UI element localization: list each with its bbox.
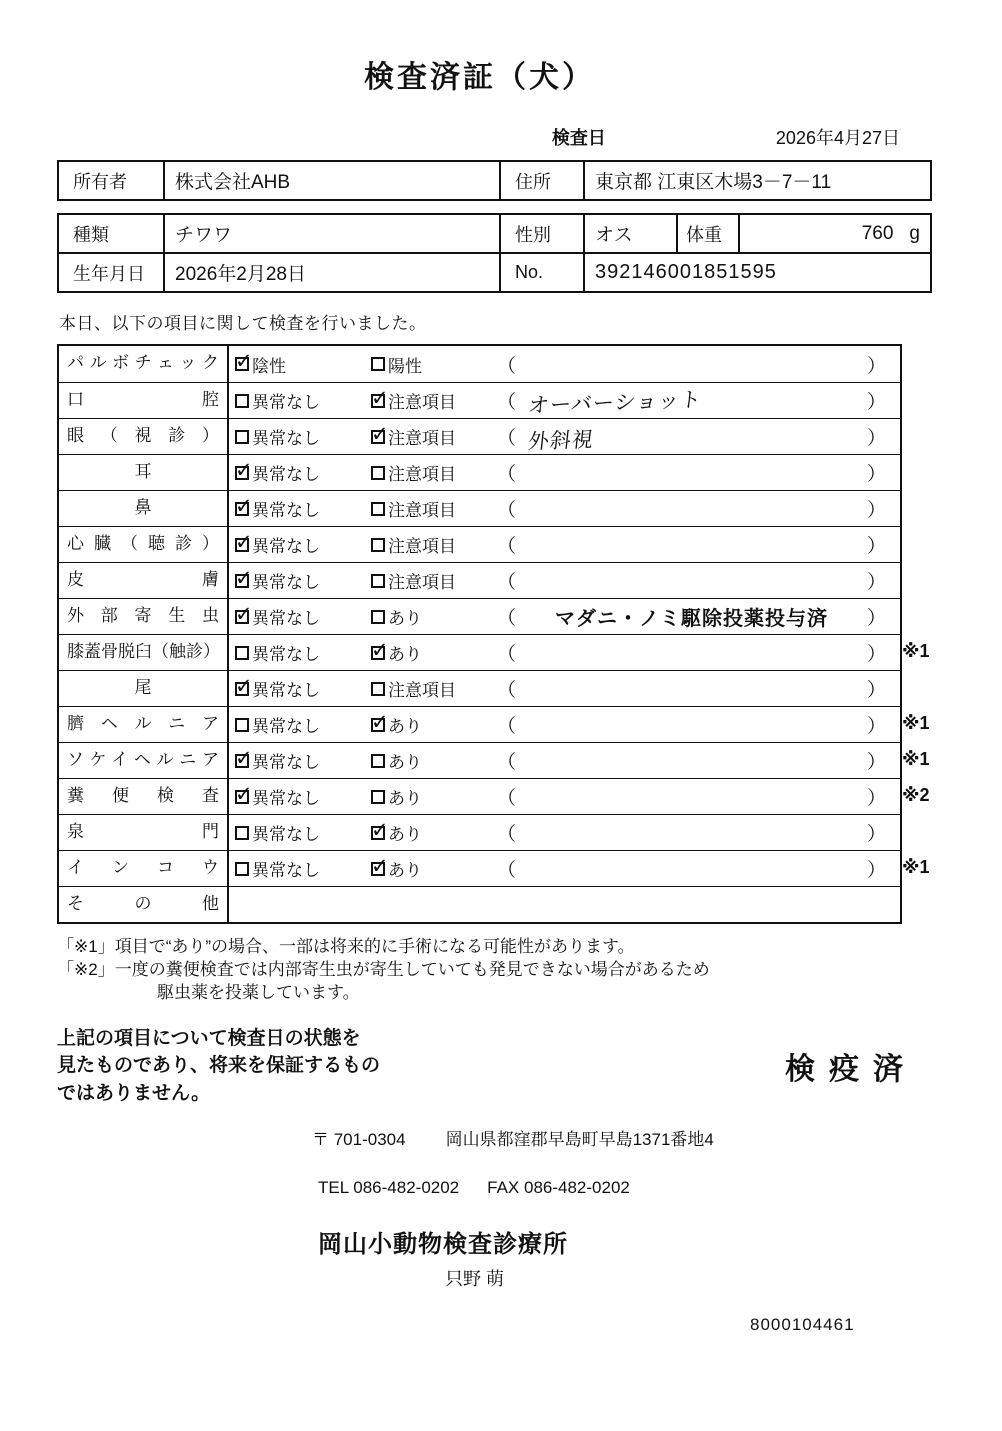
disclaimer-line: ではありません。 [57, 1082, 211, 1104]
item-name: 糞便検査 [59, 779, 229, 814]
option-label: 注意項目 [388, 429, 456, 448]
disclaimer-row [57, 1025, 957, 1108]
checkbox-icon [235, 574, 249, 588]
paren-open: （ [497, 860, 517, 881]
table-row [59, 850, 930, 886]
option-negative [235, 352, 286, 377]
birthdate-label: 生年月日 [73, 263, 145, 284]
footnote-2-line2: 駆虫薬を投薬しています。 [157, 982, 360, 1002]
table-row [59, 598, 900, 634]
option-label: 異常なし [252, 609, 320, 628]
checkbox-icon [371, 394, 385, 408]
table-row [59, 382, 900, 418]
paren-close: ） [866, 752, 886, 773]
option-label: 異常なし [252, 537, 320, 556]
option-label: 異常なし [252, 825, 320, 844]
paren-close: ） [866, 860, 886, 881]
checkbox-icon [371, 466, 385, 480]
option-label: 注意項目 [388, 393, 456, 412]
paren-close: ） [866, 355, 886, 377]
clinic-fax: FAX 086-482-0202 [487, 1178, 630, 1198]
paren-open: （ [497, 752, 517, 773]
paren-open: （ [497, 355, 517, 377]
clinic-phone-line [318, 1178, 1002, 1198]
option-label: 異常なし [252, 789, 320, 808]
footnote-mark: ※1 [902, 641, 930, 661]
checkbox-icon [371, 682, 385, 696]
item-name: 臍ヘルニア [59, 707, 229, 742]
clinic-address-line [312, 1125, 1002, 1150]
checkbox-icon [235, 394, 249, 408]
item-name: インコウ [59, 851, 229, 886]
inspection-date-value: 2026年4月27日 [775, 128, 900, 148]
table-row [59, 346, 900, 382]
checkbox-icon [235, 862, 249, 876]
option-label: 異常なし [252, 465, 320, 484]
paren-open: （ [497, 464, 517, 485]
option-normal [235, 712, 320, 737]
option-caution [371, 532, 456, 557]
paren-open: （ [497, 536, 517, 557]
checkbox-icon [235, 430, 249, 444]
option-positive [371, 352, 422, 377]
table-row [59, 742, 930, 778]
footnote-mark: ※1 [902, 749, 930, 769]
paren-open: （ [497, 500, 517, 521]
table-row [59, 634, 930, 670]
checkbox-icon [371, 826, 385, 840]
item-name: 膝蓋骨脱臼（触診） [59, 635, 229, 670]
option-label: 異常なし [252, 861, 320, 880]
item-name: 外部寄生虫 [59, 599, 229, 634]
option-normal [235, 532, 320, 557]
address-label: 住所 [499, 162, 583, 199]
quarantine-stamp: 検疫済 [785, 1053, 917, 1087]
breed-label: 種類 [73, 224, 109, 245]
item-name: 鼻 [59, 491, 229, 526]
option-label: あり [388, 753, 422, 772]
table-row [59, 526, 900, 562]
sex-label: 性別 [499, 215, 583, 252]
option-normal [235, 820, 320, 845]
footnotes [57, 936, 937, 1005]
footnote-1: 「※1」項目で“あり”の場合、一部は将来的に手術になる可能性があります。 [57, 937, 635, 956]
item-name: 耳 [59, 455, 229, 490]
option-caution [371, 388, 456, 413]
option-caution [371, 496, 456, 521]
option-label: 異常なし [252, 681, 320, 700]
owner-table [57, 160, 932, 201]
option-label: あり [388, 609, 422, 628]
option-label: 注意項目 [388, 501, 456, 520]
sex-value: オス [583, 215, 676, 252]
option-label: 注意項目 [388, 537, 456, 556]
paren-close: ） [866, 464, 886, 485]
option-label: 陽性 [388, 356, 422, 376]
owner-value: 株式会社AHB [163, 162, 499, 199]
table-row [59, 454, 900, 490]
birthdate-value: 2026年2月28日 [163, 254, 499, 291]
checkbox-icon [371, 430, 385, 444]
option-normal [235, 784, 320, 809]
paren-open: （ [497, 788, 517, 809]
item-note-printed: マダニ・ノミ駆除投薬投与済 [555, 608, 828, 630]
option-normal [235, 424, 320, 449]
paren-open: （ [497, 716, 517, 737]
pet-info-table [57, 213, 932, 293]
footnote-2-line1: 「※2」一度の糞便検査では内部寄生虫が寄生していても発見できない場合があるため [57, 959, 710, 979]
option-label: 陰性 [252, 356, 286, 376]
option-present [371, 640, 422, 665]
checkbox-icon [235, 538, 249, 552]
checkbox-icon [371, 357, 385, 371]
checkbox-icon [371, 502, 385, 516]
option-label: 異常なし [252, 393, 320, 412]
paren-open: （ [497, 572, 517, 593]
footnote-mark: ※1 [902, 857, 930, 877]
option-label: 注意項目 [388, 573, 456, 592]
disclaimer-line: 上記の項目について検査日の状態を [57, 1027, 361, 1049]
inspection-date-row [57, 124, 902, 150]
option-label: 異常なし [252, 573, 320, 592]
table-row [59, 418, 900, 454]
footnote-mark: ※2 [902, 785, 930, 805]
table-row [59, 778, 930, 814]
no-label: No. [499, 254, 583, 291]
option-normal [235, 640, 320, 665]
weight-number: 760 [861, 222, 894, 244]
option-normal [235, 604, 320, 629]
checkbox-icon [235, 610, 249, 624]
option-present [371, 604, 422, 629]
option-present [371, 784, 422, 809]
option-normal [235, 388, 320, 413]
option-label: 異常なし [252, 753, 320, 772]
paren-close: ） [866, 716, 886, 737]
paren-close: ） [866, 536, 886, 557]
weight-label: 体重 [676, 215, 738, 252]
option-caution [371, 568, 456, 593]
option-normal [235, 856, 320, 881]
checkbox-icon [235, 754, 249, 768]
option-label: 異常なし [252, 429, 320, 448]
option-label: 注意項目 [388, 681, 456, 700]
table-row [59, 490, 900, 526]
clinic-name: 岡山小動物検査診療所 [318, 1231, 568, 1259]
clinic-address: 岡山県都窪郡早島町早島1371番地4 [445, 1130, 714, 1150]
checkbox-icon [235, 790, 249, 804]
paren-open: （ [497, 644, 517, 665]
option-normal [235, 496, 320, 521]
disclaimer-text [57, 1025, 477, 1108]
checkbox-icon [371, 754, 385, 768]
checkbox-icon [235, 357, 249, 371]
item-note-handwritten: 外斜視 [526, 427, 596, 454]
table-row [59, 670, 900, 706]
clinic-block [57, 1125, 1002, 1335]
paren-open: （ [497, 392, 517, 413]
option-present [371, 856, 422, 881]
paren-close: ） [866, 572, 886, 593]
paren-open: （ [497, 824, 517, 845]
option-present [371, 820, 422, 845]
veterinarian-name: 只野 萌 [445, 1269, 505, 1290]
checkbox-icon [235, 826, 249, 840]
option-label: あり [388, 789, 422, 808]
address-value: 東京都 江東区木場3－7－11 [583, 162, 930, 199]
option-caution [371, 676, 456, 701]
item-name: 皮膚 [59, 563, 229, 598]
item-name: 泉門 [59, 815, 229, 850]
checkbox-icon [371, 610, 385, 624]
checkbox-icon [371, 574, 385, 588]
paren-close: ） [866, 788, 886, 809]
owner-label: 所有者 [73, 171, 127, 192]
weight-value [738, 215, 930, 252]
paren-open: （ [497, 680, 517, 701]
inspection-items-table [57, 344, 930, 924]
paren-close: ） [866, 824, 886, 845]
option-caution [371, 460, 456, 485]
clinic-tel: TEL 086-482-0202 [318, 1178, 460, 1198]
option-normal [235, 460, 320, 485]
option-normal [235, 676, 320, 701]
table-row [59, 562, 900, 598]
inspection-date-label: 検査日 [551, 128, 606, 148]
table-row [59, 706, 930, 742]
item-note-handwritten: オーバーショット [526, 388, 704, 418]
item-name: ソケイヘルニア [59, 743, 229, 778]
option-label: 異常なし [252, 717, 320, 736]
option-label: 注意項目 [388, 465, 456, 484]
checkbox-icon [371, 646, 385, 660]
table-row [59, 814, 900, 850]
item-name: 眼（視診） [59, 419, 229, 454]
weight-unit: g [909, 222, 920, 244]
checkbox-icon [371, 718, 385, 732]
table-row [59, 886, 900, 922]
paren-close: ） [866, 608, 886, 629]
paren-close: ） [866, 392, 886, 413]
option-label: 異常なし [252, 645, 320, 664]
checkbox-icon [371, 538, 385, 552]
page-title: 検査済証（犬） [364, 61, 595, 94]
item-name: 心臓（聴診） [59, 527, 229, 562]
option-label: あり [388, 645, 422, 664]
option-label: あり [388, 825, 422, 844]
option-present [371, 712, 422, 737]
checkbox-icon [235, 466, 249, 480]
item-name: 口腔 [59, 383, 229, 418]
paren-open: （ [497, 608, 517, 629]
paren-close: ） [866, 428, 886, 449]
option-label: あり [388, 717, 422, 736]
footnote-mark: ※1 [902, 713, 930, 733]
document-serial-number: 8000104461 [750, 1315, 855, 1335]
intro-text: 本日、以下の項目に関して検査を行いました。 [59, 314, 427, 333]
option-present [371, 748, 422, 773]
checkbox-icon [371, 790, 385, 804]
option-normal [235, 568, 320, 593]
checkbox-icon [371, 862, 385, 876]
item-name: 尾 [59, 671, 229, 706]
postal-code: 〒 701-0304 [312, 1130, 406, 1150]
option-label: あり [388, 861, 422, 880]
paren-close: ） [866, 644, 886, 665]
checkbox-icon [235, 718, 249, 732]
option-normal [235, 748, 320, 773]
checkbox-icon [235, 502, 249, 516]
item-name: パルボチェック [59, 346, 229, 382]
option-label: 異常なし [252, 501, 320, 520]
option-caution [371, 424, 456, 449]
disclaimer-line: 見たものであり、将来を保証するもの [57, 1055, 381, 1077]
empty-cell [229, 887, 900, 922]
paren-close: ） [866, 500, 886, 521]
breed-value: チワワ [163, 215, 499, 252]
checkbox-icon [235, 682, 249, 696]
paren-close: ） [866, 680, 886, 701]
no-value: 392146001851595 [583, 254, 930, 291]
checkbox-icon [235, 646, 249, 660]
item-name: その他 [59, 887, 229, 922]
paren-open: （ [497, 428, 517, 449]
